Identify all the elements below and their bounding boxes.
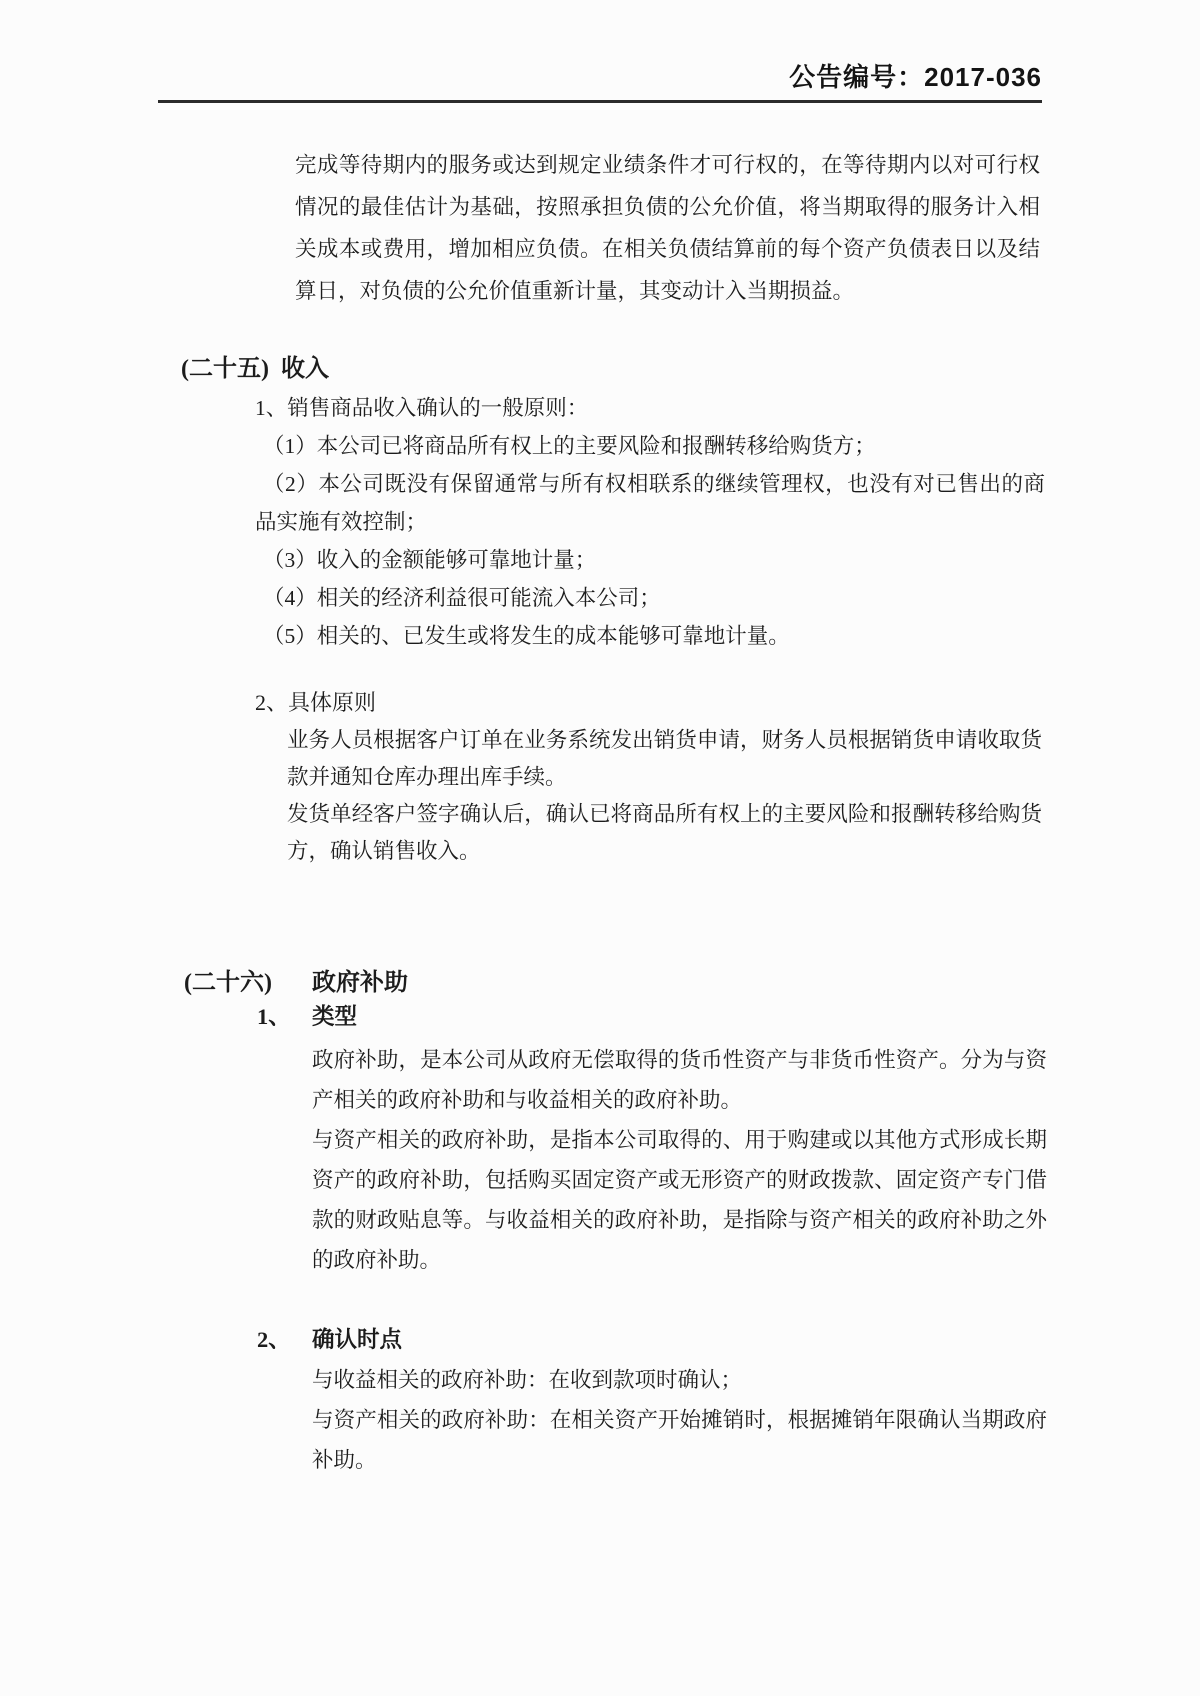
- specific-principles-paragraph-2: 发货单经客户签字确认后，确认已将商品所有权上的主要风险和报酬转移给购货方，确认销售收入。: [287, 802, 1042, 863]
- confirmation-paragraph-1: 与收益相关的政府补助：在收到款项时确认；: [312, 1368, 743, 1392]
- header-divider: [158, 100, 1042, 103]
- subsection-confirmation-heading: [257, 1323, 402, 1357]
- revenue-principles-block: [255, 389, 1045, 655]
- principle-item-3: （3）收入的金额能够可靠地计量；: [263, 548, 597, 572]
- section-25-title: 收入: [280, 355, 329, 382]
- confirmation-paragraph-2: 与资产相关的政府补助：在相关资产开始摊销时，根据摊销年限确认当期政府补助。: [312, 1408, 1047, 1472]
- section-26-title: 政府补助: [312, 969, 408, 996]
- specific-principles-paragraph-1: 业务人员根据客户订单在业务系统发出销货申请，财务人员根据销货申请收取货款并通知仓库办理出库手续。: [287, 728, 1042, 789]
- type-paragraph-1: 政府补助，是本公司从政府无偿取得的货币性资产与非货币性资产。分为与资产相关的政府补助和与收益相关的政府补助。: [312, 1048, 1047, 1112]
- announcement-number: 公告编号：2017-036: [789, 62, 1042, 92]
- section-25-heading: [181, 352, 329, 386]
- confirmation-paragraphs-block: [312, 1360, 1047, 1480]
- type-paragraph-2: 与资产相关的政府补助，是指本公司取得的、用于购建或以其他方式形成长期资产的政府补助，包括购买固定资产或无形资产的财政拨款、固定资产专门借款的财政贴息等。与收益相关的政府补助，是指除与资产相关的政府补助之外的政府补助。: [312, 1128, 1047, 1272]
- section-26-heading: [184, 966, 408, 1000]
- specific-principles-block: [287, 722, 1042, 870]
- revenue-general-principles-heading: 1、销售商品收入确认的一般原则：: [255, 396, 589, 420]
- subsection-type-heading: [257, 1000, 357, 1034]
- section-26-number: (二十六): [184, 970, 272, 996]
- principle-item-2: （2）本公司既没有保留通常与所有权相联系的继续管理权，也没有对已售出的商品实施有效控制；: [255, 472, 1045, 534]
- intro-paragraph: 完成等待期内的服务或达到规定业绩条件才可行权的，在等待期内以对可行权情况的最佳估计为基础，按照承担负债的公允价值，将当期取得的服务计入相关成本或费用，增加相应负债。在相关负债结算前的每个资产负债表日以及结算日，对负债的公允价值重新计量，其变动计入当期损益。: [295, 153, 1040, 303]
- subsection-confirmation-number: 2、: [257, 1327, 291, 1352]
- subsection-type-number: 1、: [257, 1004, 291, 1029]
- section-25-number: (二十五): [181, 356, 269, 382]
- type-paragraphs-block: [312, 1040, 1047, 1280]
- principle-item-5: （5）相关的、已发生或将发生的成本能够可靠地计量。: [263, 624, 790, 648]
- principle-item-1: （1）本公司已将商品所有权上的主要风险和报酬转移给购货方；: [263, 434, 876, 458]
- subsection-confirmation-title: 确认时点: [312, 1327, 403, 1352]
- subsection-type-title: 类型: [312, 1004, 358, 1029]
- principle-item-4: （4）相关的经济利益很可能流入本公司；: [263, 586, 661, 610]
- specific-principles-heading: 2、具体原则: [255, 690, 377, 715]
